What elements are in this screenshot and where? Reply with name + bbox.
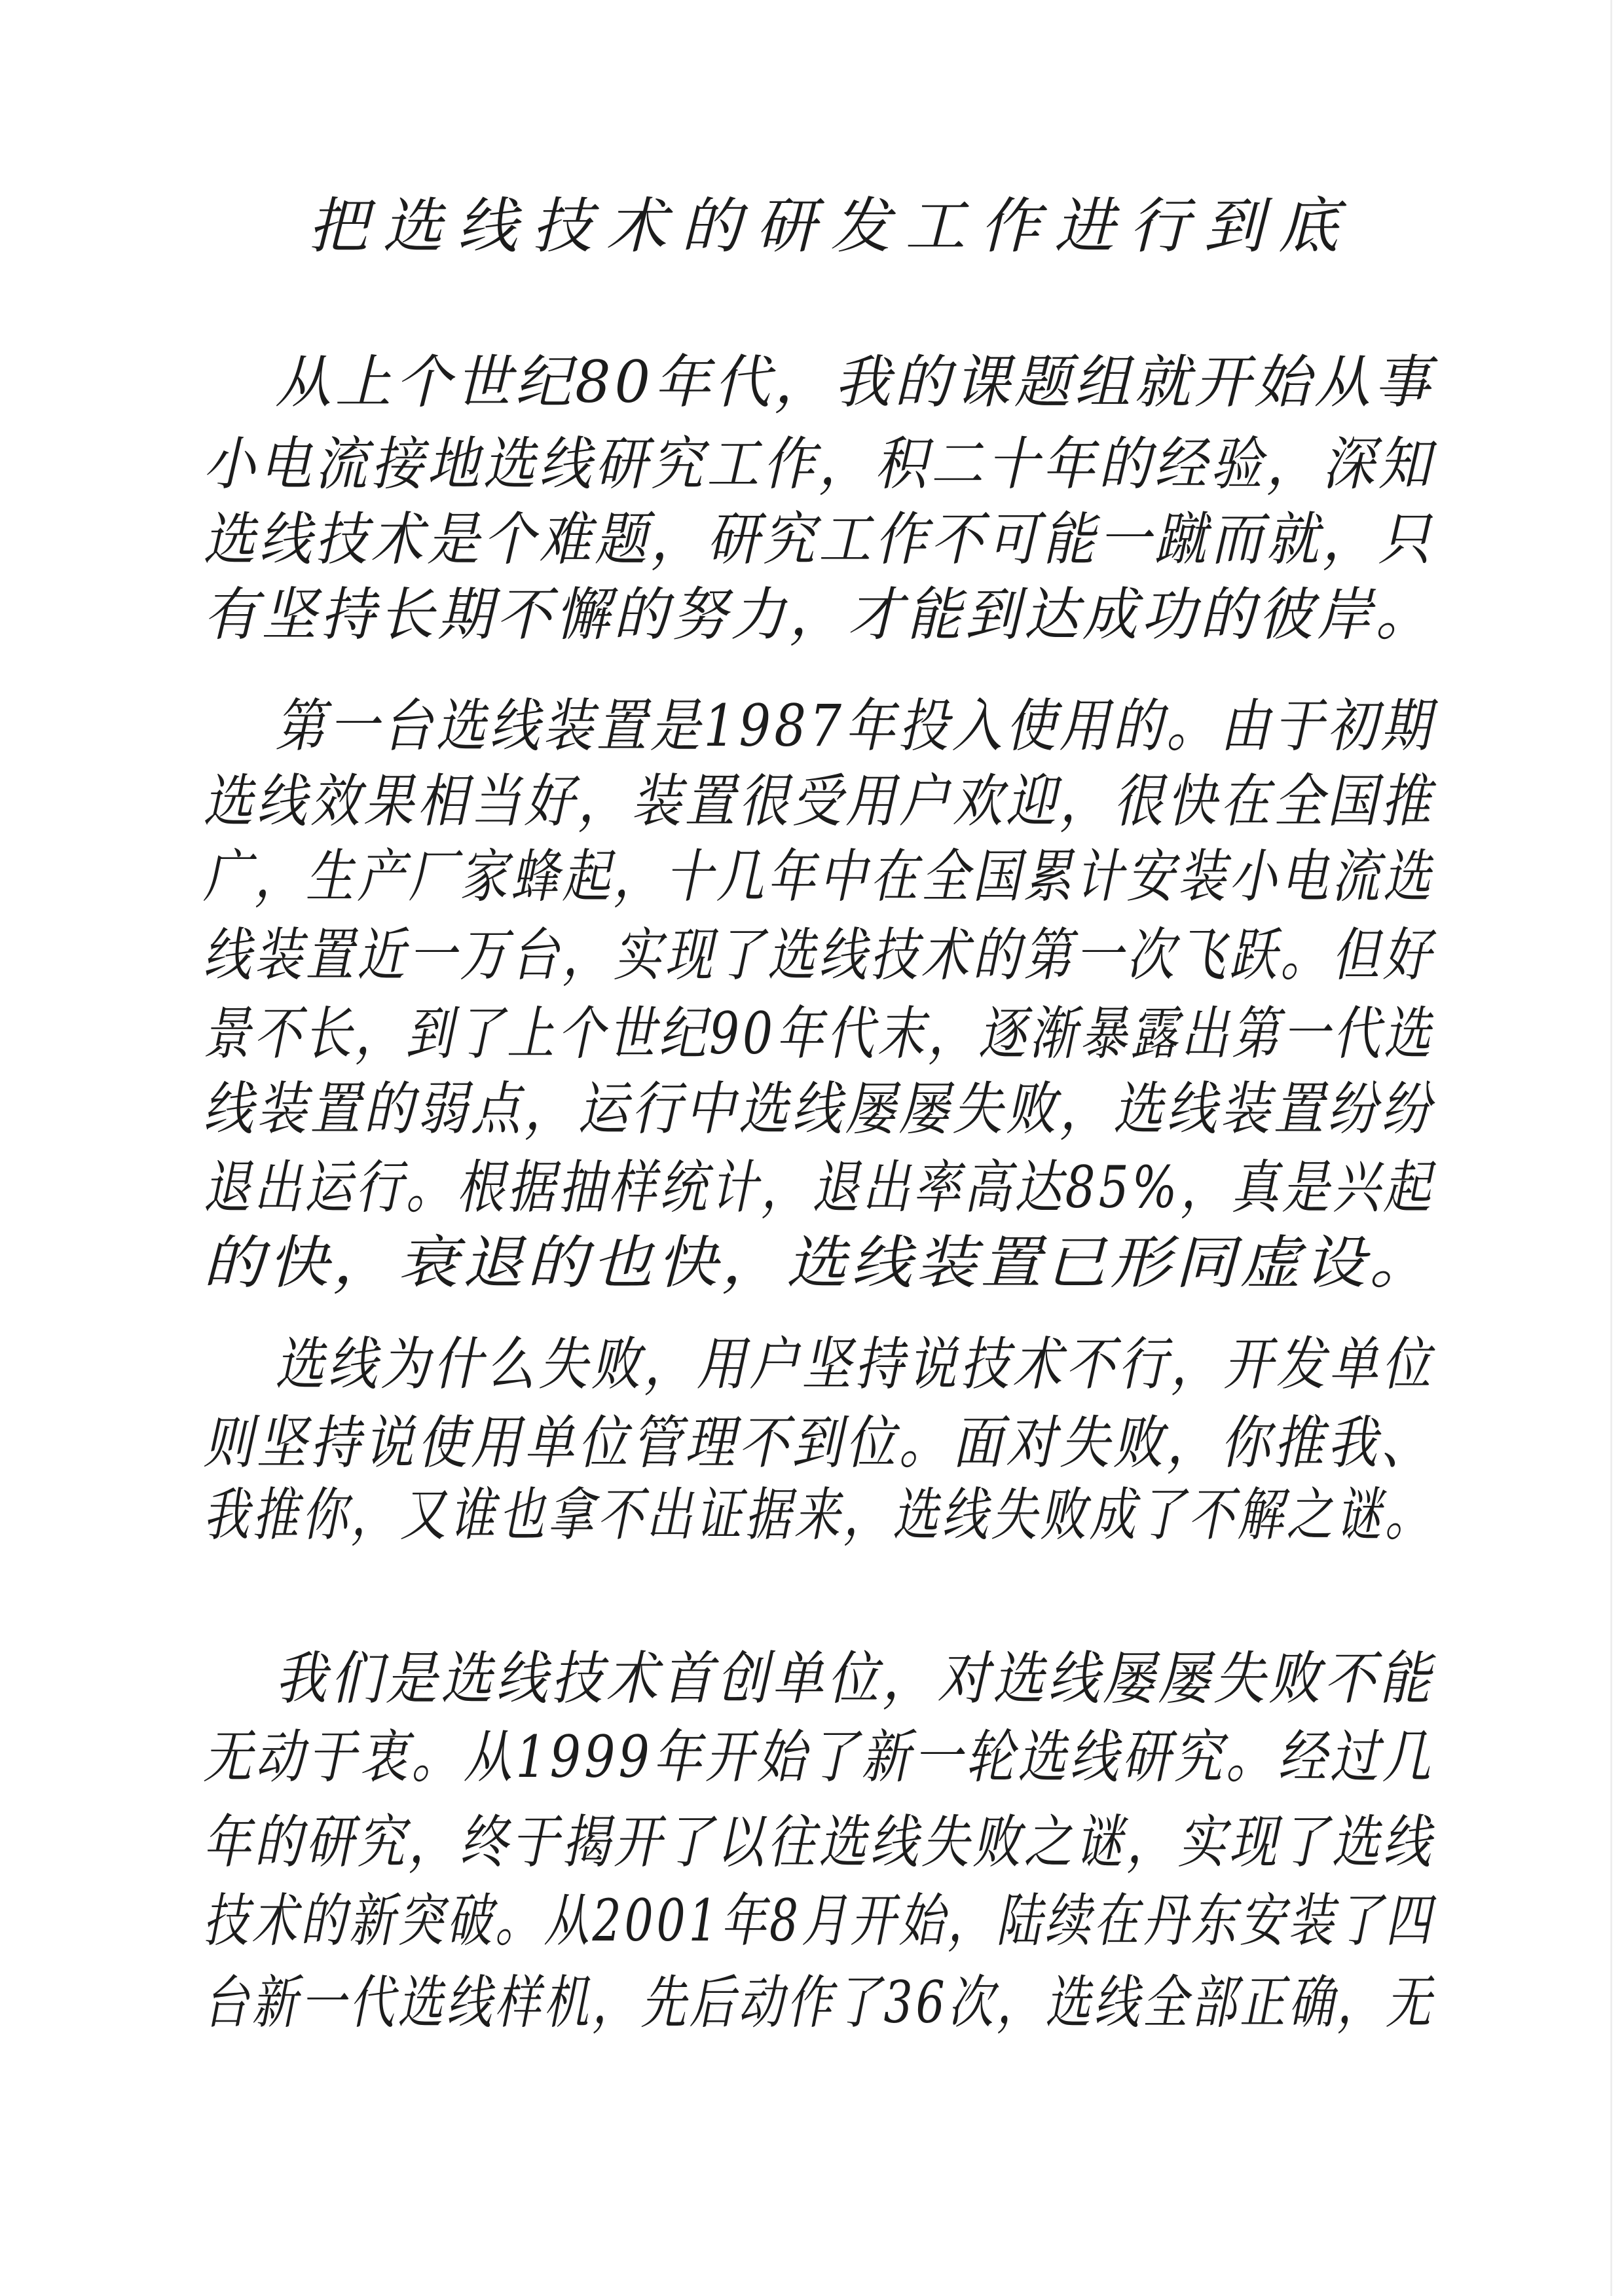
paragraph-4-line-4: 技术的新突破。从2001年8月开始，陆续在丹东安装了四 bbox=[203, 1887, 1434, 1954]
paragraph-2-line-4: 线装置近一万台，实现了选线技术的第一次飞跃。但好 bbox=[203, 921, 1435, 989]
paragraph-1-line-4: 有坚持长期不懈的努力，才能到达成功的彼岸。 bbox=[203, 581, 1435, 648]
paragraph-1-line-1: 从上个世纪80年代，我的课题组就开始从事 bbox=[275, 348, 1434, 416]
scan-page-edge bbox=[1610, 0, 1612, 2296]
document-title: 把选线技术的研发工作进行到底 bbox=[308, 191, 1354, 261]
paragraph-2-line-3: 广，生产厂家蜂起，十几年中在全国累计安装小电流选 bbox=[203, 843, 1435, 910]
paragraph-3-line-2: 则坚持说使用单位管理不到位。面对失败，你推我、 bbox=[203, 1409, 1435, 1476]
paragraph-4-line-1: 我们是选线技术首创单位，对选线屡屡失败不能 bbox=[275, 1645, 1435, 1712]
paragraph-2-line-7: 退出运行。根据抽样统计，退出率高达85%，真是兴起 bbox=[203, 1154, 1434, 1221]
paragraph-1-line-2: 小电流接地选线研究工作，积二十年的经验，深知 bbox=[203, 430, 1435, 498]
paragraph-3-line-3: 我推你，又谁也拿不出证据来，选线失败成了不解之谜。 bbox=[203, 1481, 1435, 1548]
paragraph-2-line-2: 选线效果相当好，装置很受用户欢迎，很快在全国推 bbox=[203, 767, 1435, 835]
paragraph-4-line-2: 无动于衷。从1999年开始了新一轮选线研究。经过几 bbox=[203, 1723, 1434, 1791]
paragraph-2-line-1: 第一台选线装置是1987年投入使用的。由于初期 bbox=[275, 692, 1434, 759]
paragraph-2-line-6: 线装置的弱点，运行中选线屡屡失败，选线装置纷纷 bbox=[203, 1075, 1435, 1142]
paragraph-2-line-5: 景不长，到了上个世纪90年代末，逐渐暴露出第一代选 bbox=[203, 1000, 1434, 1067]
paragraph-2-line-8: 的快，衰退的也快，选线装置已形同虚设。 bbox=[203, 1229, 1435, 1296]
paragraph-4-line-5: 台新一代选线样机，先后动作了36次，选线全部正确，无 bbox=[203, 1969, 1434, 2036]
paragraph-3-line-1: 选线为什么失败，用户坚持说技术不行，开发单位 bbox=[275, 1330, 1435, 1398]
paragraph-4-line-3: 年的研究，终于揭开了以往选线失败之谜，实现了选线 bbox=[203, 1808, 1435, 1876]
paragraph-1-line-3: 选线技术是个难题，研究工作不可能一蹴而就，只 bbox=[203, 505, 1435, 573]
